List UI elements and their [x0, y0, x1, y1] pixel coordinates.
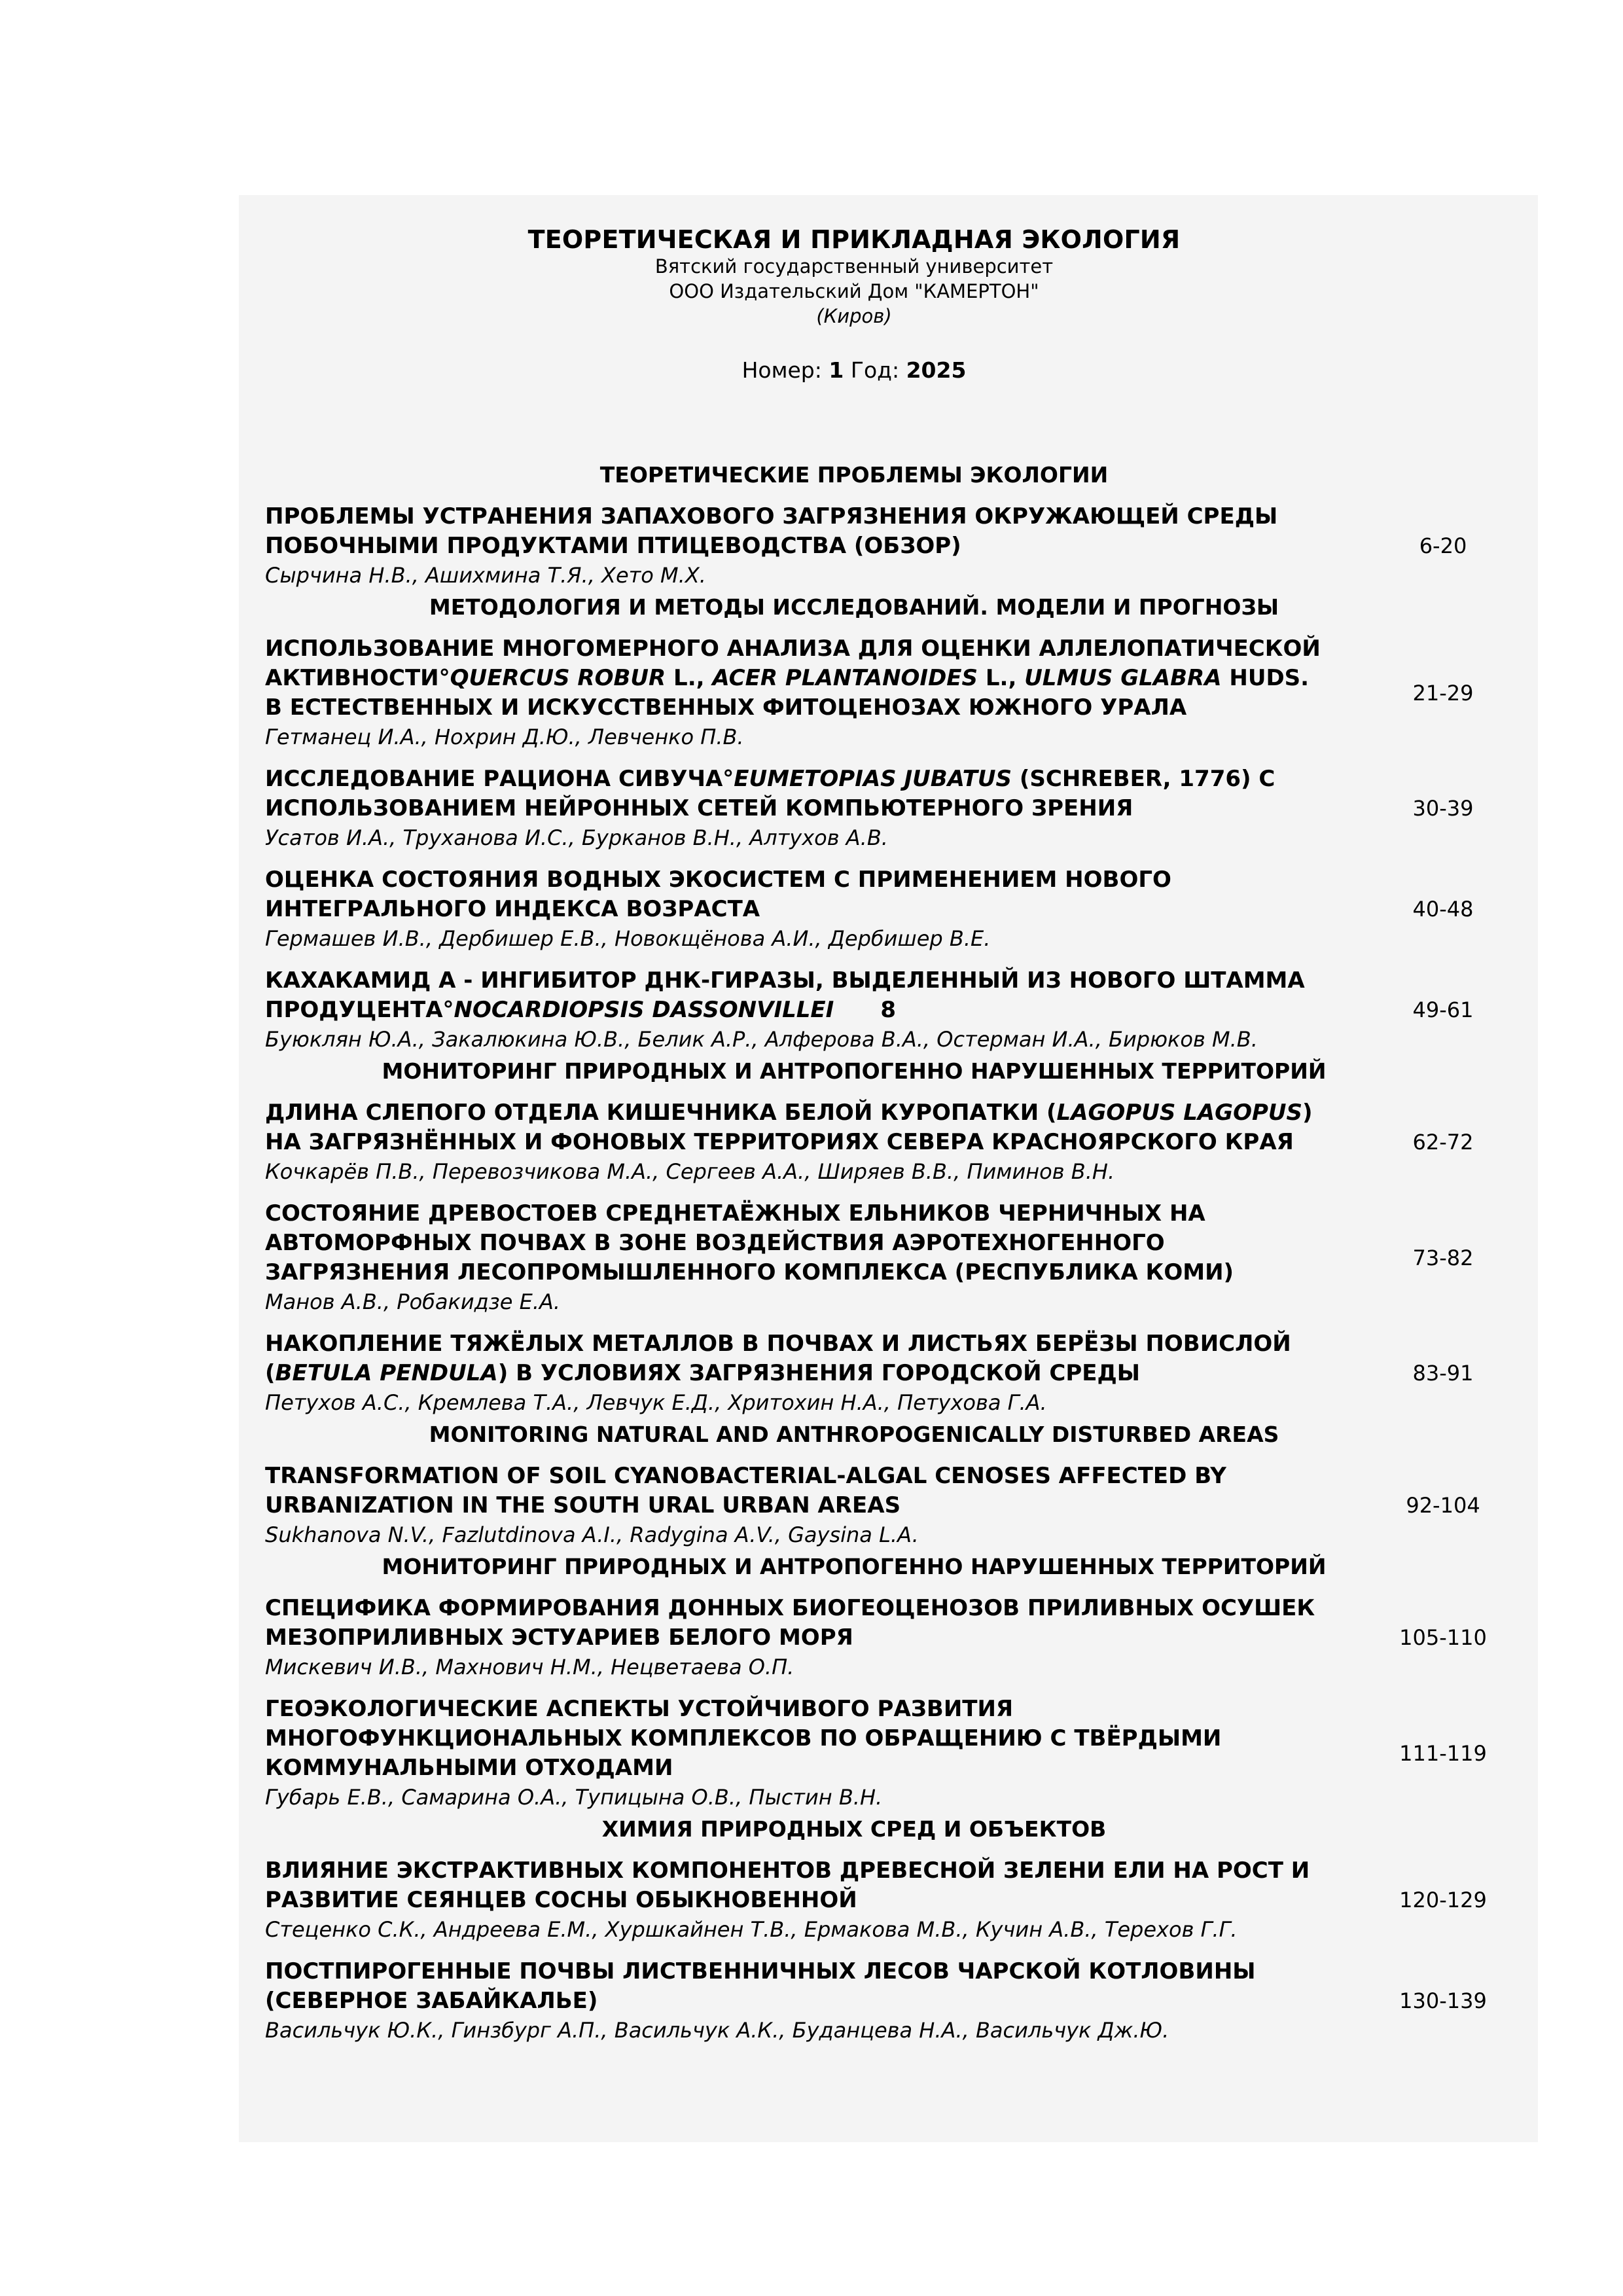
- publisher-house: ООО Издательский Дом "КАМЕРТОН": [669, 280, 1039, 302]
- article-entry[interactable]: [265, 502, 1499, 590]
- publisher-university: Вятский государственный университет: [654, 255, 1054, 278]
- article-title[interactable]: СПЕЦИФИКА ФОРМИРОВАНИЯ ДОННЫХ БИОГЕОЦЕНОЗОВ ПРИЛИВНЫХ ОСУШЕК МЕЗОПРИЛИВНЫХ ЭСТУАРИЕВ БЕЛОГО МОРЯ: [265, 1595, 1315, 1651]
- section-heading: ХИМИЯ ПРИРОДНЫХ СРЕД И ОБЪЕКТОВ: [601, 1816, 1107, 1842]
- article-entry[interactable]: [265, 1957, 1499, 2045]
- article-title[interactable]: ВЛИЯНИЕ ЭКСТРАКТИВНЫХ КОМПОНЕНТОВ ДРЕВЕСНОЙ ЗЕЛЕНИ ЕЛИ НА РОСТ И РАЗВИТИЕ СЕЯНЦЕВ СОСНЫ ОБЫКНОВЕННОЙ: [265, 1857, 1310, 1913]
- article-authors: Sukhanova N.V., Fazlutdinova A.I., Radygina A.V., Gaysina L.A.: [265, 1522, 919, 1547]
- section-heading: MONITORING NATURAL AND ANTHROPOGENICALLY DISTURBED AREAS: [429, 1422, 1279, 1447]
- article-pages: 62-72: [1412, 1130, 1474, 1155]
- article-entry[interactable]: [265, 764, 1499, 852]
- article-entry[interactable]: [265, 1098, 1499, 1186]
- section-heading: МОНИТОРИНГ ПРИРОДНЫХ И АНТРОПОГЕННО НАРУШЕННЫХ ТЕРРИТОРИЙ: [382, 1058, 1327, 1084]
- article-entry[interactable]: [265, 865, 1499, 953]
- article-entry[interactable]: [265, 1329, 1499, 1417]
- article-entry[interactable]: [265, 1594, 1499, 1681]
- issue-label: Номер:: [741, 357, 822, 383]
- article-title[interactable]: TRANSFORMATION OF SOIL CYANOBACTERIAL-ALGAL CENOSES AFFECTED BY URBANIZATION IN THE SOUTH URAL URBAN AREAS: [265, 1463, 1226, 1518]
- section-heading: МОНИТОРИНГ ПРИРОДНЫХ И АНТРОПОГЕННО НАРУШЕННЫХ ТЕРРИТОРИЙ: [382, 1554, 1327, 1579]
- article-authors: Манов А.В., Робакидзе Е.А.: [265, 1289, 561, 1314]
- contents-panel: [239, 195, 1538, 2142]
- article-pages: 40-48: [1412, 897, 1474, 922]
- issue-line: [278, 357, 1430, 383]
- article-entry[interactable]: [265, 634, 1499, 751]
- journal-header: [278, 225, 1430, 383]
- journal-title: ТЕОРЕТИЧЕСКАЯ И ПРИКЛАДНАЯ ЭКОЛОГИЯ: [527, 225, 1181, 254]
- article-authors: Стеценко С.К., Андреева Е.М., Хуршкайнен Т.В., Ермакова М.В., Кучин А.В., Терехов Г.Г.: [265, 1917, 1238, 1942]
- article-authors: Губарь Е.В., Самарина О.А., Тупицына О.В., Пыстин В.Н.: [265, 1785, 883, 1810]
- article-entry[interactable]: [265, 1856, 1499, 1944]
- article-pages: 120-129: [1399, 1888, 1487, 1912]
- article-entry[interactable]: [265, 1462, 1499, 1549]
- article-pages: 6-20: [1419, 533, 1467, 558]
- article-title[interactable]: ПРОБЛЕМЫ УСТРАНЕНИЯ ЗАПАХОВОГО ЗАГРЯЗНЕНИЯ ОКРУЖАЮЩЕЙ СРЕДЫ ПОБОЧНЫМИ ПРОДУКТАМИ ПТИЦЕВОДСТВА (ОБЗОР): [265, 503, 1278, 559]
- issue-number: 1: [829, 357, 844, 383]
- year-label: Год:: [850, 357, 900, 383]
- section-heading: МЕТОДОЛОГИЯ И МЕТОДЫ ИССЛЕДОВАНИЙ. МОДЕЛИ И ПРОГНОЗЫ: [429, 594, 1279, 620]
- article-pages: 111-119: [1399, 1740, 1487, 1766]
- article-title[interactable]: СОСТОЯНИЕ ДРЕВОСТОЕВ СРЕДНЕТАЁЖНЫХ ЕЛЬНИКОВ ЧЕРНИЧНЫХ НА АВТОМОРФНЫХ ПОЧВАХ В ЗОНЕ ВОЗДЕЙСТВИЯ АЭРОТЕХНОГЕННОГО ЗАГРЯЗНЕНИЯ ЛЕСОПРОМЫШЛЕННОГО КОМПЛЕКСА (РЕСПУБЛИКА КОМИ): [265, 1200, 1234, 1285]
- article-pages: 130-139: [1399, 1988, 1487, 2013]
- article-title[interactable]: ИСПОЛЬЗОВАНИЕ МНОГОМЕРНОГО АНАЛИЗА ДЛЯ ОЦЕНКИ АЛЛЕЛОПАТИЧЕСКОЙ АКТИВНОСТИ°QUERCUS ROBUR L., ACER PLANTANOIDES L., ULMUS GLABRA HUDS. В ЕСТЕСТВЕННЫХ И ИСКУССТВЕННЫХ ФИТОЦЕНОЗАХ ЮЖНОГО УРАЛА: [265, 636, 1321, 721]
- article-pages: 49-61: [1412, 997, 1474, 1022]
- publisher-city: (Киров): [816, 305, 892, 327]
- article-entry[interactable]: [265, 966, 1499, 1054]
- article-title[interactable]: ПОСТПИРОГЕННЫЕ ПОЧВЫ ЛИСТВЕННИЧНЫХ ЛЕСОВ ЧАРСКОЙ КОТЛОВИНЫ (СЕВЕРНОЕ ЗАБАЙКАЛЬЕ): [265, 1958, 1256, 2014]
- article-authors: Васильчук Ю.К., Гинзбург А.П., Васильчук А.К., Буданцева Н.А., Васильчук Дж.Ю.: [265, 2018, 1169, 2043]
- article-pages: 73-82: [1412, 1245, 1474, 1270]
- article-authors: Сырчина Н.В., Ашихмина Т.Я., Хето М.Х.: [265, 563, 706, 588]
- article-authors: Гермашев И.В., Дербишер Е.В., Новокщёнова А.И., Дербишер В.Е.: [265, 926, 991, 951]
- section-heading: ТЕОРЕТИЧЕСКИЕ ПРОБЛЕМЫ ЭКОЛОГИИ: [599, 462, 1109, 488]
- article-pages: 30-39: [1412, 796, 1474, 821]
- article-title[interactable]: ГЕОЭКОЛОГИЧЕСКИЕ АСПЕКТЫ УСТОЙЧИВОГО РАЗВИТИЯ МНОГОФУНКЦИОНАЛЬНЫХ КОМПЛЕКСОВ ПО ОБРАЩЕНИЮ С ТВЁРДЫМИ КОММУНАЛЬНЫМИ ОТХОДАМИ: [265, 1696, 1222, 1781]
- issue-year: 2025: [906, 357, 967, 383]
- article-title[interactable]: НАКОПЛЕНИЕ ТЯЖЁЛЫХ МЕТАЛЛОВ В ПОЧВАХ И ЛИСТЬЯХ БЕРЁЗЫ ПОВИСЛОЙ (BETULA PENDULA) В УСЛОВИЯХ ЗАГРЯЗНЕНИЯ ГОРОДСКОЙ СРЕДЫ: [265, 1331, 1291, 1386]
- article-authors: Гетманец И.А., Нохрин Д.Ю., Левченко П.В.: [265, 725, 744, 749]
- article-entry[interactable]: [265, 1199, 1499, 1316]
- article-authors: Петухов А.С., Кремлева Т.А., Левчук Е.Д., Хритохин Н.А., Петухова Г.А.: [265, 1390, 1047, 1415]
- article-authors: Мискевич И.В., Махнович Н.М., Нецветаева О.П.: [265, 1655, 794, 1679]
- article-pages: 92-104: [1406, 1493, 1480, 1518]
- article-title[interactable]: ОЦЕНКА СОСТОЯНИЯ ВОДНЫХ ЭКОСИСТЕМ С ПРИМЕНЕНИЕМ НОВОГО ИНТЕГРАЛЬНОГО ИНДЕКСА ВОЗРАСТА: [265, 867, 1171, 922]
- article-pages: 21-29: [1412, 680, 1474, 706]
- article-pages: 105-110: [1399, 1625, 1487, 1650]
- article-pages: 83-91: [1412, 1361, 1474, 1386]
- article-title[interactable]: КАХАКАМИД А - ИНГИБИТОР ДНК-ГИРАЗЫ, ВЫДЕЛЕННЫЙ ИЗ НОВОГО ШТАММА ПРОДУЦЕНТА°NOCARDIOPSIS DASSONVILLEI 8: [265, 967, 1305, 1023]
- article-entry[interactable]: [265, 1695, 1499, 1812]
- article-title[interactable]: ИССЛЕДОВАНИЕ РАЦИОНА СИВУЧА°EUMETOPIAS JUBATUS (SCHREBER, 1776) С ИСПОЛЬЗОВАНИЕМ НЕЙРОННЫХ СЕТЕЙ КОМПЬЮТЕРНОГО ЗРЕНИЯ: [265, 766, 1275, 821]
- article-authors: Кочкарёв П.В., Перевозчикова М.А., Сергеев А.А., Ширяев В.В., Пиминов В.Н.: [265, 1159, 1115, 1184]
- article-authors: Усатов И.А., Труханова И.С., Бурканов В.Н., Алтухов А.В.: [265, 825, 888, 850]
- article-authors: Буюклян Ю.А., Закалюкина Ю.В., Белик А.Р., Алферова В.А., Остерман И.А., Бирюков М.В.: [265, 1027, 1258, 1052]
- article-title[interactable]: ДЛИНА СЛЕПОГО ОТДЕЛА КИШЕЧНИКА БЕЛОЙ КУРОПАТКИ (LAGOPUS LAGOPUS) НА ЗАГРЯЗНЁННЫХ И ФОНОВЫХ ТЕРРИТОРИЯХ СЕВЕРА КРАСНОЯРСКОГО КРАЯ: [265, 1100, 1313, 1155]
